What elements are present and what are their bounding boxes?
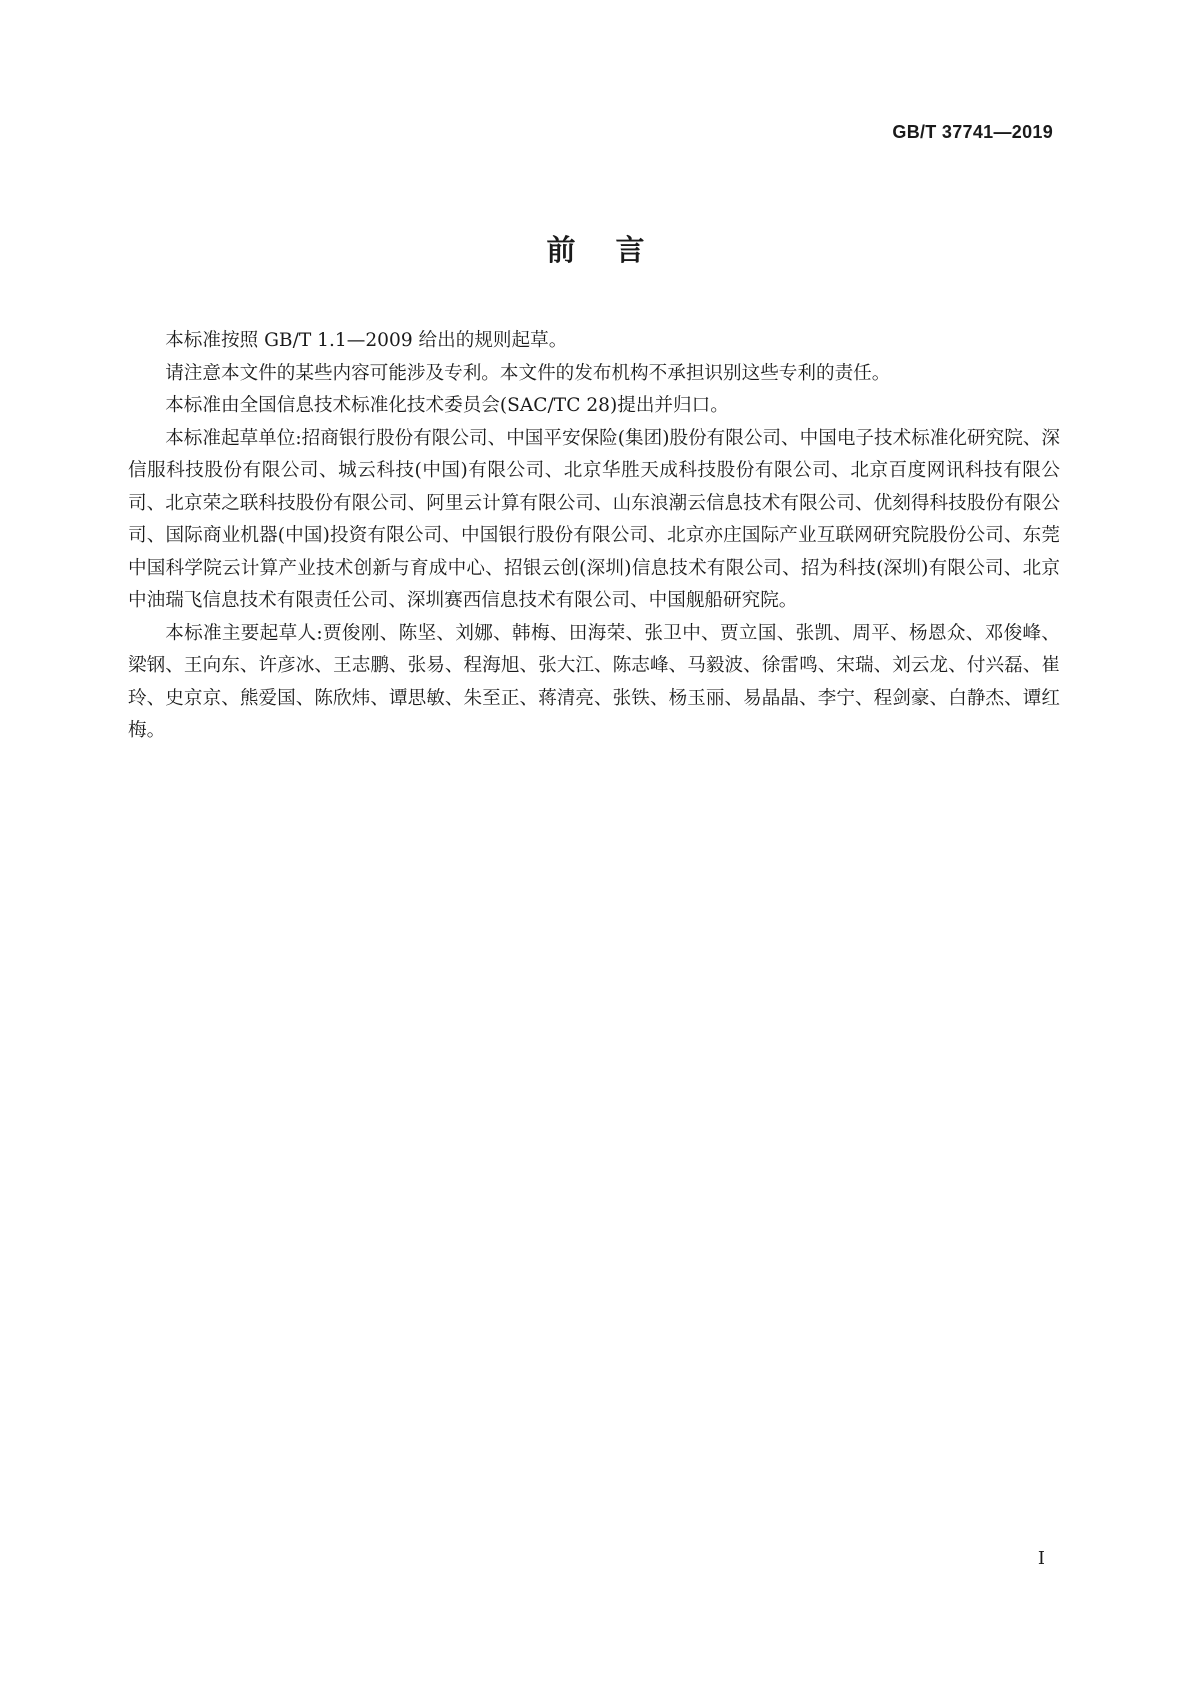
paragraph-drafters: 本标准主要起草人:贾俊刚、陈坚、刘娜、韩梅、田海荣、张卫中、贾立国、张凯、周平、杨恩众、邓俊峰、梁钢、王向东、许彦冰、王志鹏、张易、程海旭、张大江、陈志峰、马毅波、徐雷鸣、宋瑞、刘云龙、付兴磊、崔玲、史京京、熊爱国、陈欣炜、谭思敏、朱至正、蒋清亮、张铁、杨玉丽、易晶晶、李宁、程剑豪、白静杰、谭红梅。 xyxy=(128,622,1060,741)
foreword-body xyxy=(128,325,1060,748)
paragraph-drafting-rules: 本标准按照 GB/T 1.1—2009 给出的规则起草。 xyxy=(165,330,568,351)
page-number: I xyxy=(1037,1548,1045,1569)
paragraph-drafting-units: 本标准起草单位:招商银行股份有限公司、中国平安保险(集团)股份有限公司、中国电子技术标准化研究院、深信服科技股份有限公司、城云科技(中国)有限公司、北京华胜天成科技股份有限公司、北京百度网讯科技有限公司、北京荣之联科技股份有限公司、阿里云计算有限公司、山东浪潮云信息技术有限公司、优刻得科技股份有限公司、国际商业机器(中国)投资有限公司、中国银行股份有限公司、北京亦庄国际产业互联网研究院股份公司、东莞中国科学院云计算产业技术创新与育成中心、招银云创(深圳)信息技术有限公司、招为科技(深圳)有限公司、北京中油瑞飞信息技术有限责任公司、深圳赛西信息技术有限公司、中国舰船研究院。 xyxy=(128,427,1060,611)
paragraph-proposed-by: 本标准由全国信息技术标准化技术委员会(SAC/TC 28)提出并归口。 xyxy=(165,395,729,416)
page-title: 前言 xyxy=(546,233,685,267)
paragraph-patent-notice: 请注意本文件的某些内容可能涉及专利。本文件的发布机构不承担识别这些专利的责任。 xyxy=(165,362,891,384)
standard-code: GB/T 37741—2019 xyxy=(892,122,1053,142)
